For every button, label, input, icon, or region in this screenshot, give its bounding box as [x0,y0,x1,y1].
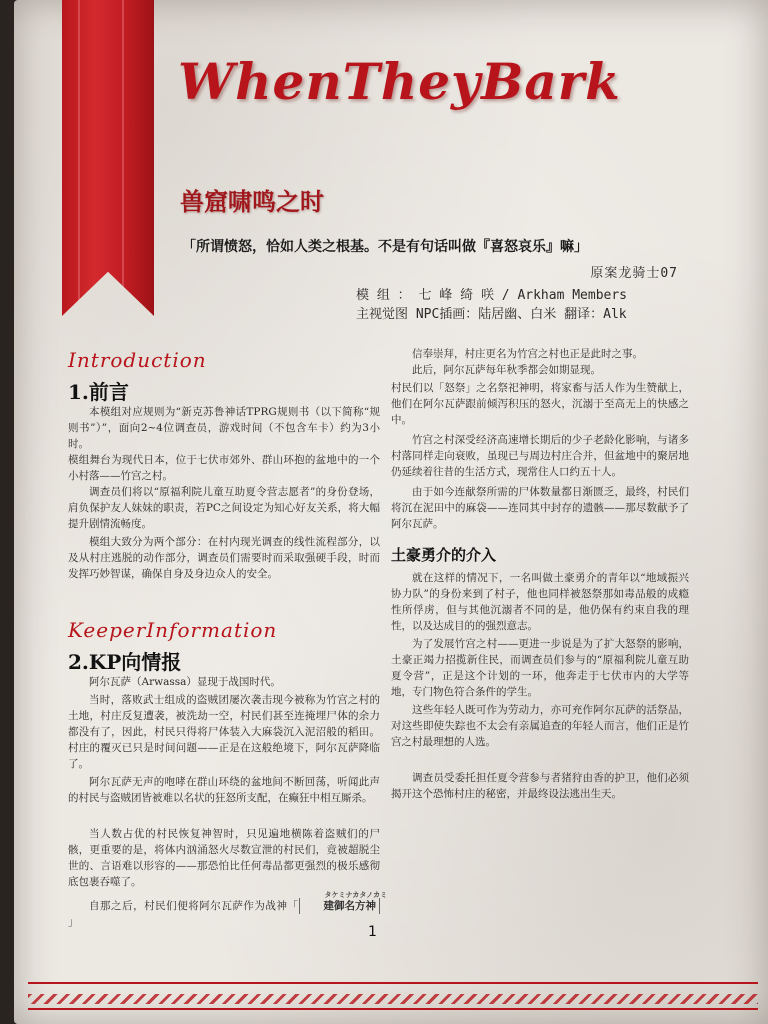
intro-paragraph: 本模组对应规则为“新克苏鲁神话TPRG规则书（以下简称“规则书”）”，面向2~4位调查员，游戏时间（不包含车卡）约为3小时。 [68,406,380,450]
page-number: 1 [368,924,377,940]
ribbon-stripe [78,0,80,316]
red-ribbon-bookmark [62,0,154,316]
footer-border-pattern [28,994,758,1004]
right-paragraph: 调查员受委托担任夏令营参与者猪狩由香的护卫，他们必须揭开这个恐怖村庄的秘密，并最终设法逃出生天。 [391,772,689,800]
ribbon-stripe [122,0,124,316]
keeper-paragraph-last: 自那之后，村民们便将阿尔瓦萨作为战神「 タケミナカタノカミ 建御名方神」 [68,898,380,930]
intro-paragraph: 模组舞台为现代日本，位于七伏市郊外、群山环抱的盆地中的一个小村落——竹宫之村。 [68,454,380,482]
keeper-paragraph: 当人数占优的村民恢复神智时，只见遍地横陈着盗贼们的尸骸，更重要的是，将体内汹涌怒火尽数宣泄的村民们，竟被超脱尘世的、言语难以形容的——那恐怕比任何毒品都更强烈的极乐感彻底包裹吞噬了。 [68,828,380,888]
right-paragraph: 就在这样的情况下，一名叫做土豪勇介的青年以“地域振兴协力队”的身份来到了村子，他也同样被怒祭那如毒品般的成瘾性所俘虏，但与其他沉溺者不同的是，他仍保有约束自我的理性，以及达成目的的强烈意志。 [391,572,689,632]
logo-title: WhenTheyBark [178,52,621,111]
right-paragraph: 信奉崇拜，村庄更名为竹宫之村也正是此时之事。 [412,348,643,360]
keeper-paragraph: 当时，落败武士组成的盗贼团屡次袭击现今被称为竹宫之村的土地，村庄反复遭袭，被洗劫一空，村民们甚至连掩埋尸体的余力都没有了，因此，村民只得将尸体装入大麻袋沉入泥沼般的稻田。村庄的覆灭已只是时间问题——正是在这般绝境下，阿尔瓦萨降临了。 [68,694,380,770]
footer-border-line [28,1008,758,1010]
right-subheading: 土豪勇介的介入 [391,546,497,564]
keeper-paragraph: 阿尔瓦萨（Arwassa）显现于战国时代。 [89,676,281,688]
credit-art: 主视觉图 NPC插画：陆居幽、白米 翻译：Alk [356,307,627,322]
intro-heading: 1.前言 [68,380,129,404]
right-paragraph: 为了发展竹宫之村——更进一步说是为了扩大怒祭的影响，土豪正竭力招揽新住民，而调查员们参与的“原福利院儿童互助夏令营”，正是这个计划的一环，他奔走于七伏市内的大学等地，专门物色符合条件的学生。 [391,638,689,698]
credit-original: 原案龙骑士07 [590,266,678,281]
ruby-reading: タケミナカタノカミ [324,890,388,899]
header-quote: 「所谓愤怒，恰如人类之根基。不是有句话叫做『喜怒哀乐』嘛」 [182,239,588,255]
keeper-last-text: 自那之后，村民们便将阿尔瓦萨作为战神 [89,900,288,912]
right-paragraph: 竹宫之村深受经济高速增长期后的少子老龄化影响，与诸多村落同样走向衰败，虽现已与周边村庄合并，但盆地中的聚居地仍延续着往昔的生活方式，现常住人口约五十人。 [391,434,689,478]
intro-label: Introduction [68,348,207,372]
intro-paragraph: 调查员们将以“原福利院儿童互助夏令营志愿者”的身份登场，肩负保护友人妹妹的职责，若PC之间设定为知心好友关系，将大幅提升剧情流畅度。 [68,486,380,530]
ruby-base: 建御名方神 [323,900,377,912]
intro-paragraph: 模组大致分为两个部分：在村内现光调查的线性流程部分，以及从村庄逃脱的动作部分，调查员们需要时而采取强硬手段，时而发挥巧妙智谋，确保自身及身边众人的安全。 [68,536,380,580]
keeper-label: KeeperInformation [68,618,278,642]
credit-module: 模 组 ： 七 峰 绮 咲 / Arkham Members [356,288,628,303]
ruby-term [299,890,388,914]
footer-border-line [28,982,758,984]
keeper-paragraph: 阿尔瓦萨无声的咆哮在群山环绕的盆地间不断回荡，听闻此声的村民与盗贼团皆被难以名状的狂怒所支配，在癫狂中相互厮杀。 [68,776,380,804]
right-paragraph: 村民们以「怒祭」之名祭祀神明，将家畜与活人作为生赞献上，他们在阿尔瓦萨跟前倾泻积压的怒火，沉溺于至高无上的快感之中。 [391,382,689,426]
chinese-title: 兽窟啸鸣之时 [180,187,324,216]
right-paragraph: 这些年轻人既可作为劳动力，亦可充作阿尔瓦萨的活祭品，对这些即使失踪也不太会有亲属追查的年轻人而言，他们正是竹宫之村最理想的人选。 [391,704,689,748]
keeper-heading: 2.KP向情报 [68,650,182,674]
right-paragraph: 此后，阿尔瓦萨每年秋季都会如期显现。 [412,364,601,376]
right-paragraph: 由于如今连献祭所需的尸体数量都日渐匮乏，最终，村民们将沉在泥田中的麻袋——连同其中封存的遗骸——那尽数献予了阿尔瓦萨。 [391,486,689,530]
